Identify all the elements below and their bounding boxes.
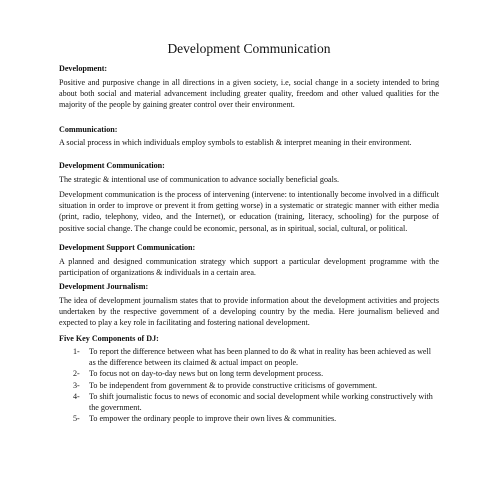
paragraph-dev-support: A planned and designed communication strategy which support a particular development programme with the participation of organizations & individuals in a certain area.	[59, 257, 439, 278]
list-item	[73, 413, 439, 424]
list-item-text: To report the difference between what has been planned to do & what in reality has been achieved as well as the difference between its claimed & actual impact on people.	[89, 347, 432, 368]
paragraph-dev-communication-1: The strategic & intentional use of communication to advance socially beneficial goals.	[59, 175, 340, 184]
list-item-number: 4-	[73, 391, 80, 401]
paragraph-dev-journalism: The idea of development journalism states that to provide information about the development activities and projects undertaken by the respective government of a developing country by the media. Here journalism believed and expected to play a key role in facilitating and fostering national development.	[59, 296, 439, 328]
list-item-text: To shift journalistic focus to news of economic and social development while working constructively with the government.	[89, 391, 433, 413]
heading-dj-components: Five Key Components of DJ:	[59, 334, 159, 343]
heading-development-support-communication: Development Support Communication:	[59, 243, 196, 252]
list-item	[73, 391, 439, 413]
paragraph-communication: A social process in which individuals employ symbols to establish & interpret meaning in their environment.	[59, 138, 412, 147]
heading-development-journalism: Development Journalism:	[59, 282, 149, 291]
list-item-text: To focus not on day-to-day news but on long term development process.	[89, 369, 324, 379]
list-item	[73, 380, 439, 391]
list-item	[73, 346, 439, 368]
heading-development: Development:	[59, 64, 108, 73]
dj-components-list	[73, 346, 439, 424]
list-item	[73, 368, 439, 379]
list-item-number: 1-	[73, 347, 80, 356]
paragraph-dev-communication-2: Development communication is the process of intervening (intervene: to intentionally become involved in a difficult situation in order to improve or prevent it from getting worse) in a systematic or strategic manner with either media (print, radio, telephony, video, and the Internet), or education (training, literacy, schooling) for the purpose of positive social change. The change could be economic, personal, as in spiritual, social, cultural, or political.	[59, 190, 439, 233]
list-item-number: 3-	[73, 380, 80, 390]
heading-development-communication: Development Communication:	[59, 161, 165, 170]
list-item-number: 2-	[73, 369, 80, 379]
heading-communication: Communication:	[59, 125, 118, 134]
list-item-text: To be independent from government & to provide constructive criticisms of government.	[89, 380, 378, 390]
list-item-text: To empower the ordinary people to improve their own lives & communities.	[89, 414, 337, 424]
document-title: Development Communication	[167, 41, 331, 56]
paragraph-development: Positive and purposive change in all directions in a given society, i.e, social change in a society intended to bring about both social and material advancement including greater quality, freedom and other valued qualities for the majority of the people by gaining greater control over their environment.	[59, 78, 439, 110]
list-item-number: 5-	[73, 414, 80, 424]
